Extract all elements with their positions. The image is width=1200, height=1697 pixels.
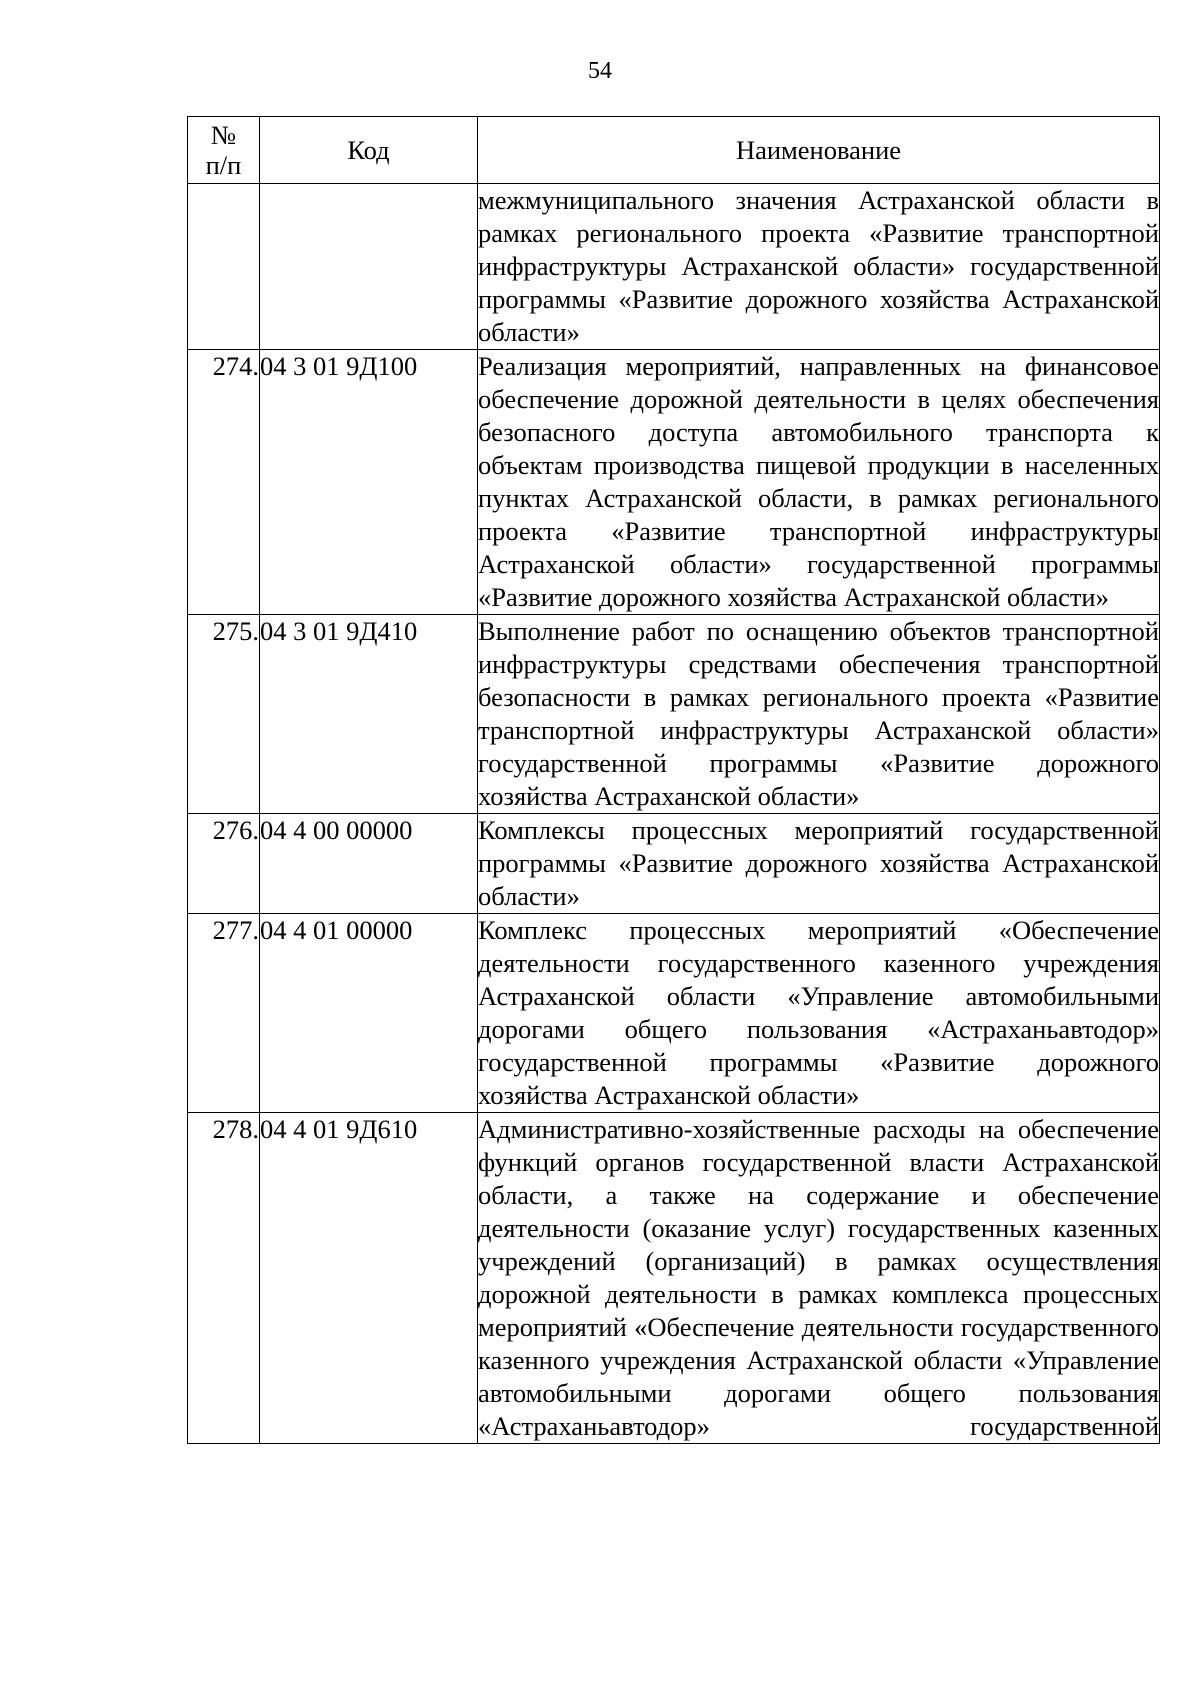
row-name: Административно-хозяйственные расходы на обеспечение функций органов государственной власти Астраханской области, а также на содержание и обеспечение деятельности (оказание услуг) государственных казенных учреждений (организаций) в рамках осуществления дорожной деятельности в рамках комплекса процессных мероприятий «Обеспечение деятельности государственного казенного учреждения Астраханской области «Управление автомобильными дорогами общего пользования «Астраханьавтодор» государственной (478, 1113, 1160, 1444)
row-name: Реализация мероприятий, направленных на финансовое обеспечение дорожной деятельности в целях обеспечения безопасного доступа автомобильного транспорта к объектам производства пищевой продукции в населенных пунктах Астраханской области, в рамках регионального проекта «Развитие транспортной инфраструктуры Астраханской области» государственной программы «Развитие дорожного хозяйства Астраханской области» (478, 350, 1160, 615)
row-number: 278. (188, 1113, 260, 1444)
row-code: 04 4 00 00000 (260, 814, 478, 914)
header-num-label: № п/п (205, 120, 242, 180)
table-row (188, 615, 1160, 814)
header-num (188, 117, 260, 184)
row-number: 274. (188, 350, 260, 615)
header-code-label: Код (347, 135, 390, 165)
header-name (478, 117, 1160, 184)
row-name: Комплекс процессных мероприятий «Обеспечение деятельности государственного казенного учреждения Астраханской области «Управление автомобильными дорогами общего пользования «Астраханьавтодор» государственной программы «Развитие дорожного хозяйства Астраханской области» (478, 914, 1160, 1113)
row-code (260, 184, 478, 350)
codes-table (187, 116, 1160, 1444)
row-number: 276. (188, 814, 260, 914)
row-number: 277. (188, 914, 260, 1113)
table-row (188, 350, 1160, 615)
row-code: 04 4 01 9Д610 (260, 1113, 478, 1444)
row-number (188, 184, 260, 350)
row-code: 04 4 01 00000 (260, 914, 478, 1113)
table-row (188, 1113, 1160, 1444)
row-code: 04 3 01 9Д410 (260, 615, 478, 814)
row-code: 04 3 01 9Д100 (260, 350, 478, 615)
row-name: Комплексы процессных мероприятий государственной программы «Развитие дорожного хозяйства Астраханской области» (478, 814, 1160, 914)
table-row (188, 814, 1160, 914)
header-code (260, 117, 478, 184)
page-number: 54 (588, 58, 612, 84)
row-number: 275. (188, 615, 260, 814)
row-name: межмуниципального значения Астраханской области в рамках регионального проекта «Развитие транспортной инфраструктуры Астраханской области» государственной программы «Развитие дорожного хозяйства Астраханской области» (478, 184, 1160, 350)
table-row (188, 914, 1160, 1113)
row-name: Выполнение работ по оснащению объектов транспортной инфраструктуры средствами обеспечения транспортной безопасности в рамках регионального проекта «Развитие транспортной инфраструктуры Астраханской области» государственной программы «Развитие дорожного хозяйства Астраханской области» (478, 615, 1160, 814)
header-name-label: Наименование (735, 135, 902, 165)
table-header-row (188, 117, 1160, 184)
table-row (188, 184, 1160, 350)
